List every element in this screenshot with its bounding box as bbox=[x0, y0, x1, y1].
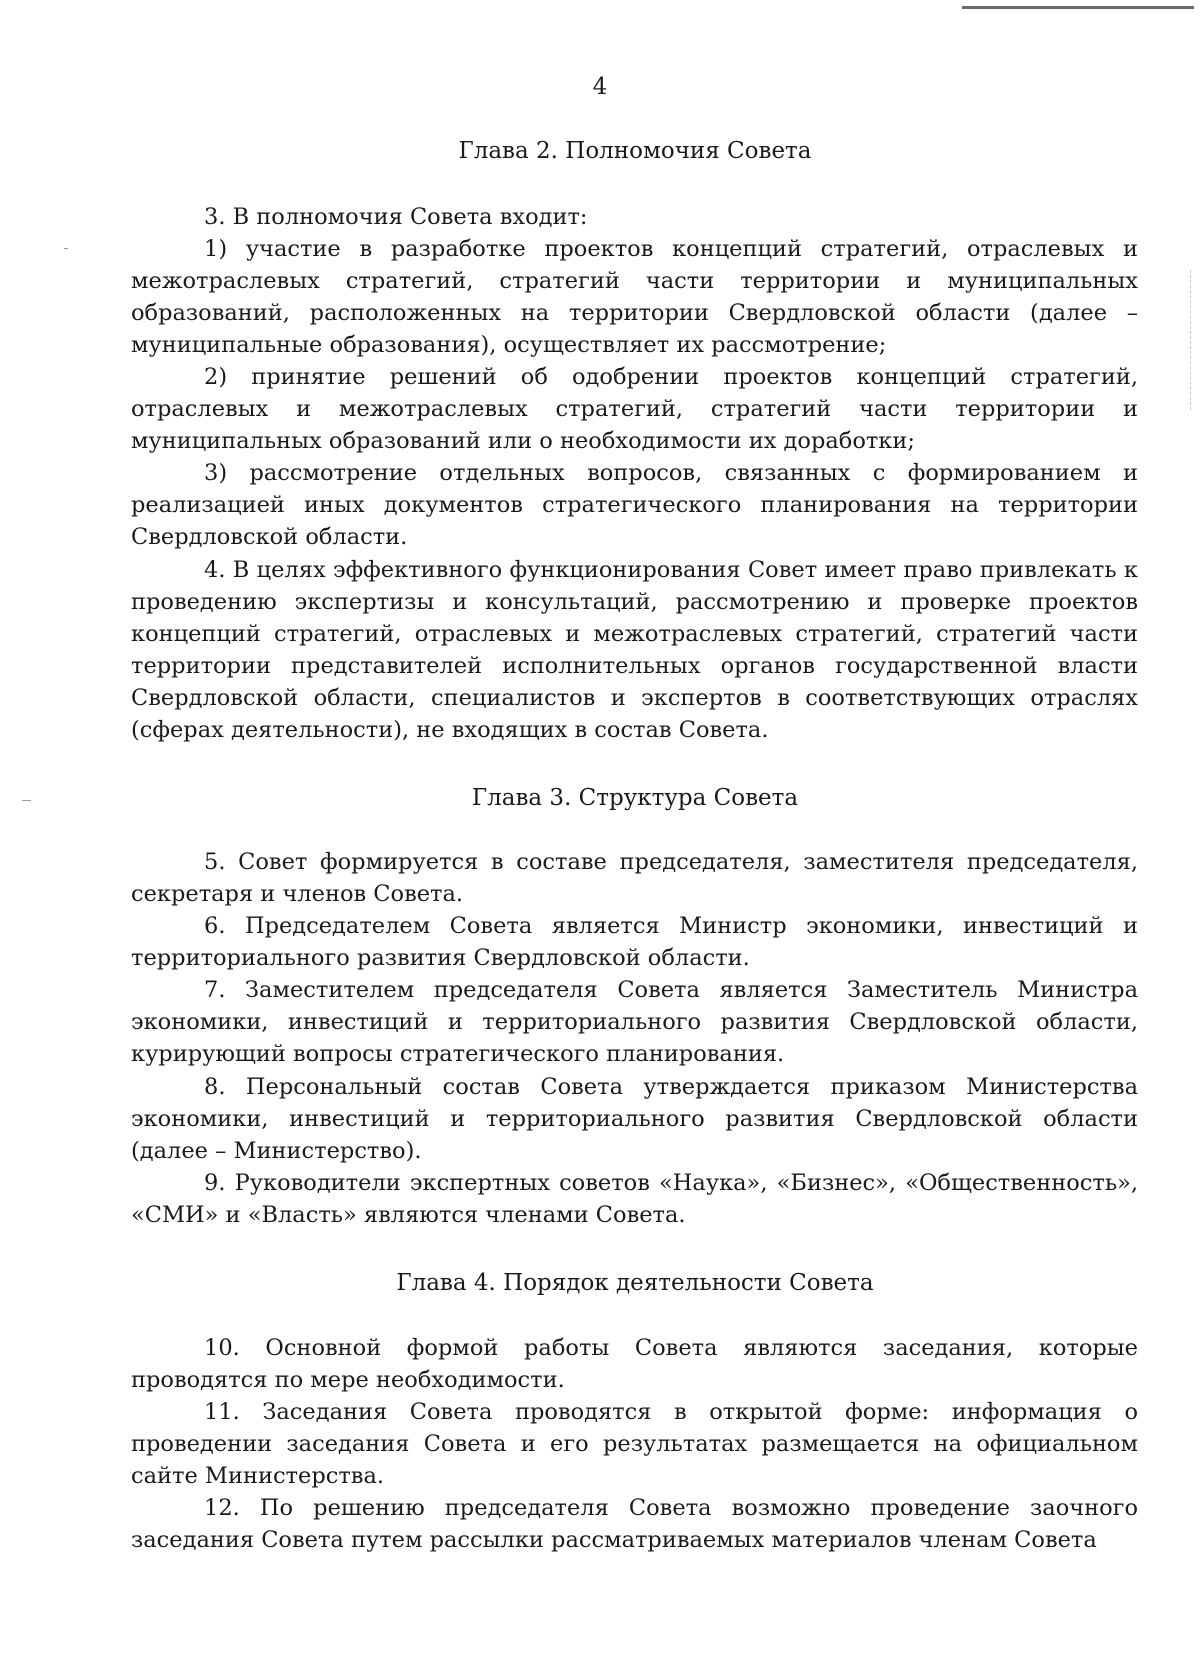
chapter-2-heading: Глава 2. Полномочия Совета bbox=[458, 138, 812, 164]
chapter-4-heading: Глава 4. Порядок деятельности Совета bbox=[396, 1270, 874, 1296]
paragraph-12: 12. По решению председателя Совета возможно проведение заочного заседания Совета путем рассылки рассматриваемых материалов членам Совета bbox=[131, 1495, 1138, 1553]
paragraph-8: 8. Персональный состав Совета утверждается приказом Министерства экономики, инвестиций и территориального развития Свердловской области (далее – Министерство). bbox=[131, 1074, 1138, 1164]
list-item-1: 1) участие в разработке проектов концепций стратегий, отраслевых и межотраслевых стратегий, стратегий части территории и муниципальных образований, расположенных на территории Свердловской области (далее – муниципальные образования), осуществляет их рассмотрение; bbox=[131, 236, 1138, 358]
paragraph-9: 9. Руководители экспертных советов «Наука», «Бизнес», «Общественность», «СМИ» и «Власть» являются членами Совета. bbox=[131, 1170, 1138, 1228]
list-item-3: 3) рассмотрение отдельных вопросов, связанных с формированием и реализацией иных документов стратегического планирования на территории Свердловской области. bbox=[131, 460, 1138, 550]
paragraph-7: 7. Заместителем председателя Совета является Заместитель Министра экономики, инвестиций и территориального развития Свердловской области, курирующий вопросы стратегического планирования. bbox=[131, 977, 1138, 1067]
list-item-2: 2) принятие решений об одобрении проектов концепций стратегий, отраслевых и межотраслевых стратегий, стратегий части территории и муниципальных образований или о необходимости их доработки; bbox=[131, 364, 1138, 454]
scan-speck bbox=[64, 248, 68, 249]
scan-edge-marks bbox=[1190, 270, 1193, 410]
paragraph-6: 6. Председателем Совета является Министр экономики, инвестиций и территориального развития Свердловской области. bbox=[131, 913, 1138, 971]
page-number: 4 bbox=[592, 74, 608, 100]
paragraph-10: 10. Основной формой работы Совета являются заседания, которые проводятся по мере необходимости. bbox=[131, 1335, 1138, 1393]
paragraph-11: 11. Заседания Совета проводятся в открытой форме: информация о проведении заседания Совета и его результатах размещается на официальном сайте Министерства. bbox=[131, 1399, 1138, 1489]
scan-corner-line bbox=[962, 6, 1194, 9]
paragraph-5: 5. Совет формируется в составе председателя, заместителя председателя, секретаря и членов Совета. bbox=[131, 849, 1138, 907]
paragraph-4: 4. В целях эффективного функционирования Совет имеет право привлекать к проведению экспертизы и консультаций, рассмотрению и проверке проектов концепций стратегий, отраслевых и межотраслевых стратегий, стратегий части территории представителей исполнительных органов государственной власти Свердловской области, специалистов и экспертов в соответствующих отраслях (сферах деятельности), не входящих в состав Совета. bbox=[131, 557, 1138, 743]
chapter-3-heading: Глава 3. Структура Совета bbox=[471, 785, 799, 811]
paragraph-3-intro: 3. В полномочия Совета входит: bbox=[204, 204, 588, 230]
